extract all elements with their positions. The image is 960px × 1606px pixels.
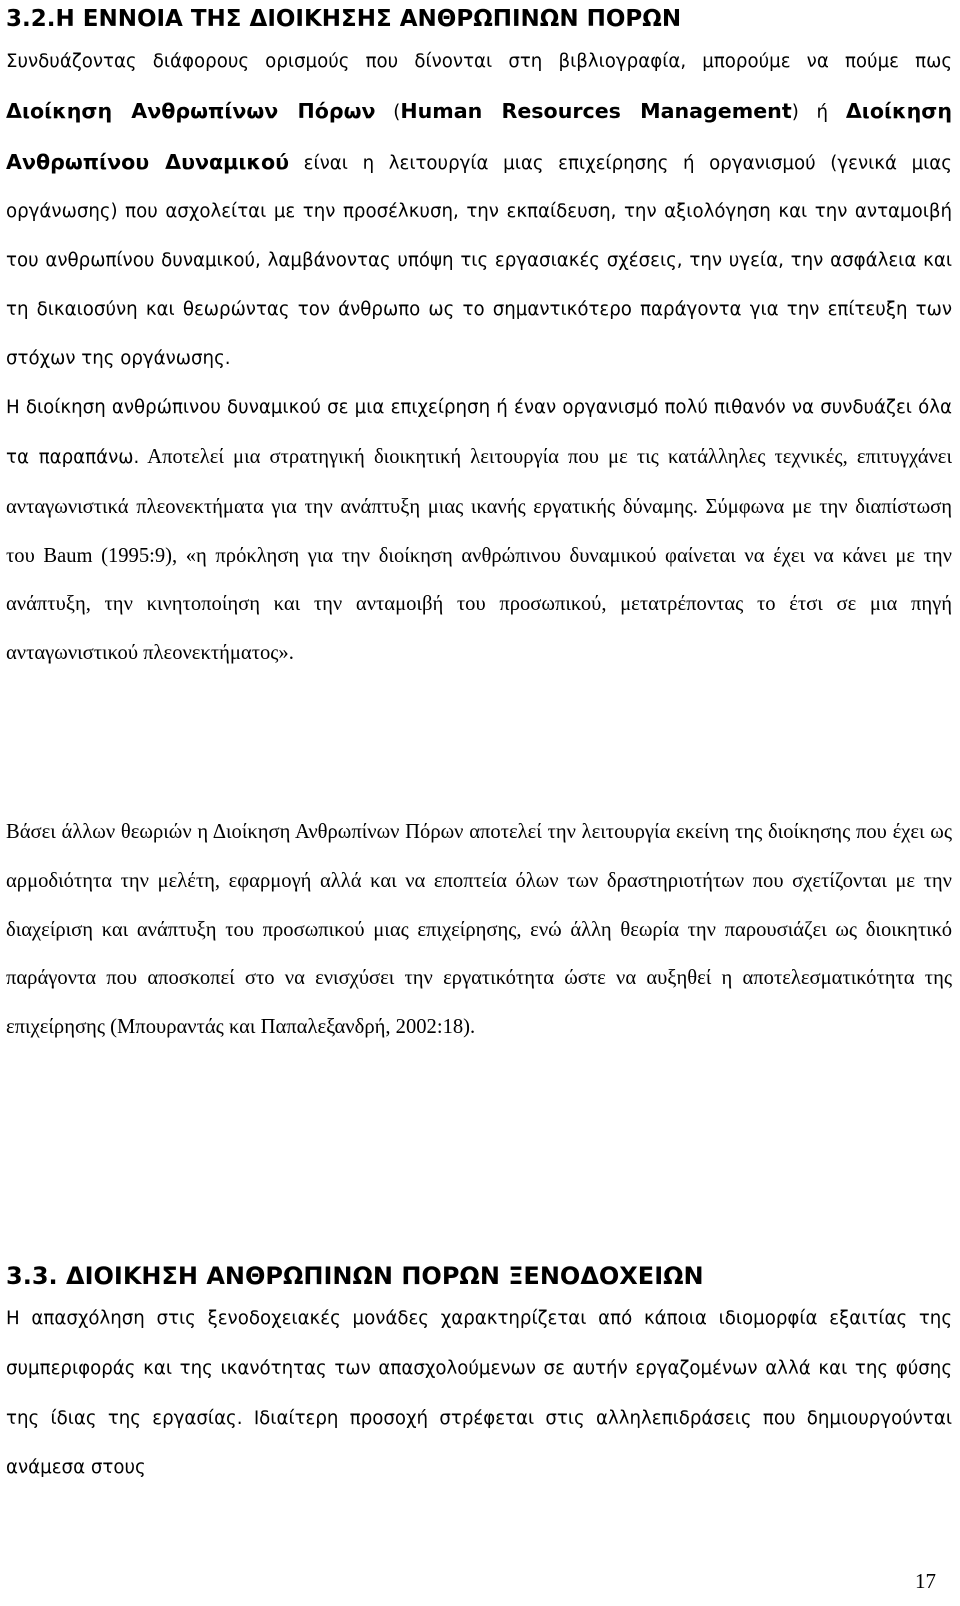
paragraph-text: Αποτελεί μια στρατηγική διοικητική λειτουργία που με τις κατάλληλες τεχνικές, επιτυγχάνει ανταγωνιστικά πλεονεκτήματα για την ανάπτυξη μιας ικανής εργατικής δύναμης. Σύμφωνα με την διαπίστωση του Baum (1995:9), «η πρόκληση για την διοίκηση ανθρώπινου δυναμικού φαίνεται να έχει να κάνει με την ανάπτυξη, την κινητοποίηση και την ανταμοιβή του προσωπικού, μετατρέποντας το έτσι σε μια πηγή ανταγωνιστικού πλεονεκτήματος». [6,446,952,664]
paragraph-definition [6,38,952,383]
bold-term-hrm-english: Human Resources Management [400,98,792,123]
bold-term-hrm-greek: Διοίκηση Ανθρωπίνων Πόρων [6,98,376,123]
paragraph-text: ) ή [791,101,846,123]
bold-term-hr-dynamics: Διοίκηση Ανθρωπίνου Δυναμικού [6,98,952,174]
section-3-2-block-a [6,38,952,678]
paragraph-hotel-employment [6,1294,952,1493]
paragraph-text: ( [375,101,401,123]
section-3-2-heading: 3.2.Η ΕΝΝΟΙΑ ΤΗΣ ΔΙΟΙΚΗΣΗΣ ΑΝΘΡΩΠΙΝΩΝ ΠΟΡΩΝ [6,6,682,32]
section-3-3-block [6,1294,952,1493]
paragraph-text: Η απασχόληση στις ξενοδοχειακές μονάδες χαρακτηρίζεται από κάποια ιδιομορφία εξαιτίας της συμπεριφοράς και της ικανότητας των απασχολούμενων σε αυτήν εργαζομένων αλλά και της φύσης της ίδιας της εργασίας. [6,1308,952,1429]
section-3-2-block-b [6,808,952,1052]
paragraph-text: είναι η λειτουργία μιας επιχείρησης ή οργανισμού (γενικά μιας οργάνωσης) που ασχολείται με την προσέλκυση, την εκπαίδευση, την αξιολόγηση και την ανταμοιβή του ανθρωπίνου δυναμικού, λαμβάνοντας υπόψη τις εργασιακές σχέσεις, την υγεία, την ασφάλεια και τη δικαιοσύνη και θεωρώντας τον άνθρωπο ως το σημαντικότερο παράγοντα για την επίτευξη των στόχων της οργάνωσης. [6,152,952,369]
paragraph-other-theories: Βάσει άλλων θεωριών η Διοίκηση Ανθρωπίνων Πόρων αποτελεί την λειτουργία εκείνη της διοίκησης που έχει ως αρμοδιότητα την μελέτη, εφαρμογή αλλά και να εποπτεία όλων των δραστηριοτήτων που σχετίζονται με την διαχείριση και ανάπτυξη του προσωπικού μιας επιχείρησης, ενώ άλλη θεωρία την παρουσιάζει ως διοικητικό παράγοντα που αποσκοπεί στο να ενισχύσει την εργατικότητα ώστε να αυξηθεί η αποτελεσματικότητα της επιχείρησης (Μπουραντάς και Παπαλεξανδρή, 2002:18). [6,821,952,1038]
document-page [6,0,953,1479]
paragraph-text: Η διοίκηση ανθρώπινου δυναμικού σε μια επιχείρηση ή έναν οργανισμό πολύ πιθανόν να συνδυάζει όλα τα παραπάνω. [6,397,952,468]
paragraph-strategic-function [6,383,952,678]
paragraph-text: Συνδυάζοντας διάφορους ορισμούς που δίνονται στη βιβλιογραφία, μπορούμε να πούμε πως [6,51,952,72]
paragraph-text: Ιδιαίτερη προσοχή στρέφεται στις αλληλεπιδράσεις που δημιουργούνται ανάμεσα στους [6,1407,953,1479]
section-3-3-heading: 3.3. ΔΙΟΙΚΗΣΗ ΑΝΘΡΩΠΙΝΩΝ ΠΟΡΩΝ ΞΕΝΟΔΟΧΕΙΩΝ [6,1262,704,1290]
page-number: 17 [915,1569,936,1593]
